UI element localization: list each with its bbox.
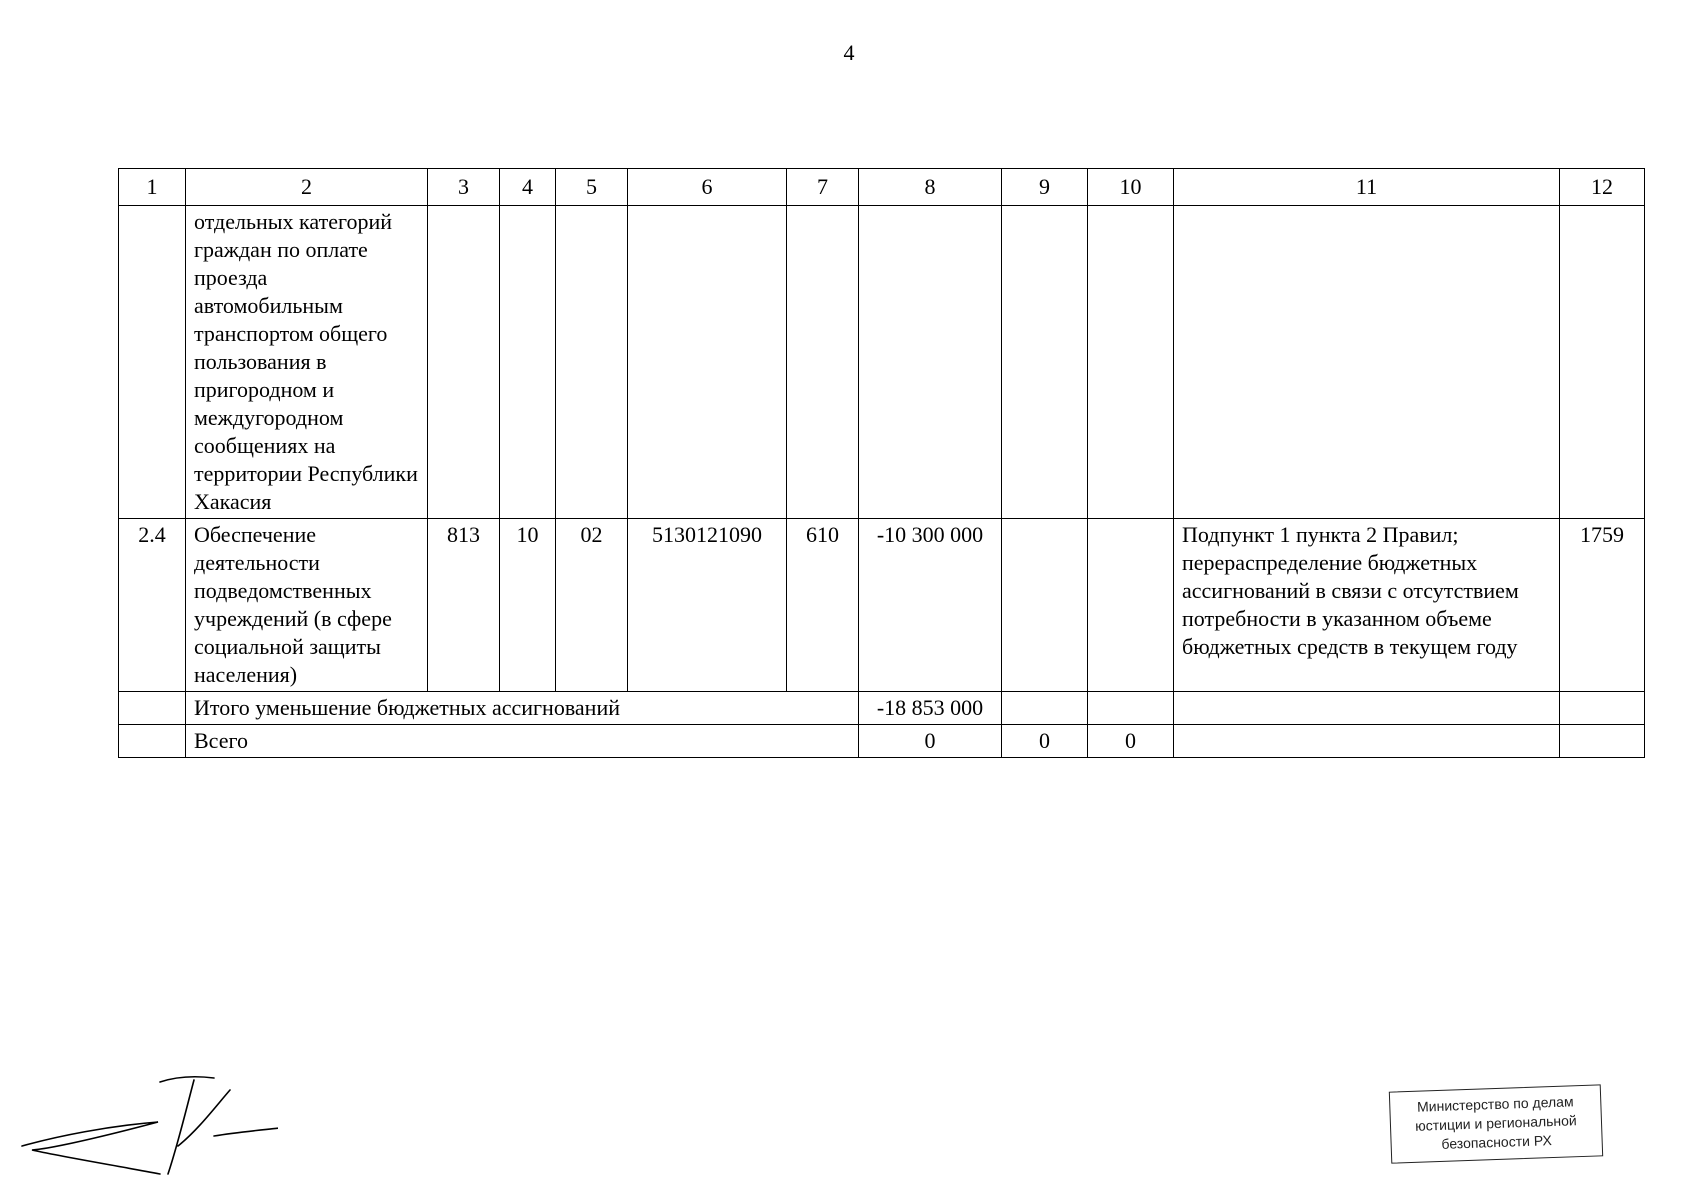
table-row-continuation [119,206,1645,519]
header-cell-7: 7 [787,169,859,206]
cell-col6: 5130121090 [628,519,787,692]
cell-col9 [1002,519,1088,692]
header-cell-6: 6 [628,169,787,206]
budget-table [118,168,1645,758]
header-cell-12: 12 [1560,169,1645,206]
header-cell-10: 10 [1088,169,1174,206]
header-cell-2: 2 [186,169,428,206]
total-decrease-col8: -18 853 000 [859,692,1002,725]
cell-col11: Подпункт 1 пункта 2 Правил; перераспределение бюджетных ассигнований в связи с отсутствием потребности в указанном объеме бюджетных средств в текущем году [1174,519,1560,692]
cell-num [119,206,186,519]
header-cell-11: 11 [1174,169,1560,206]
cell-col12: 1759 [1560,519,1645,692]
cell-col10 [1088,519,1174,692]
cell-num: 2.4 [119,519,186,692]
cell-col7: 610 [787,519,859,692]
stamp-line-3: безопасности РХ [1441,1132,1553,1152]
header-cell-3: 3 [428,169,500,206]
header-cell-1: 1 [119,169,186,206]
cell-name: Обеспечение деятельности подведомственных учреждений (в сфере социальной защиты населения) [186,519,428,692]
header-cell-4: 4 [500,169,556,206]
header-row [119,169,1645,206]
cell-col5: 02 [556,519,628,692]
cell-col8: -10 300 000 [859,519,1002,692]
table-row-2-4 [119,519,1645,692]
stamp-line-2: юстиции и региональной [1414,1112,1577,1134]
grand-total-col8: 0 [859,725,1002,758]
cell-col3: 813 [428,519,500,692]
total-decrease-label: Итого уменьшение бюджетных ассигнований [186,692,859,725]
grand-total-col9: 0 [1002,725,1088,758]
header-cell-8: 8 [859,169,1002,206]
page-number: 4 [843,40,855,65]
grand-total-col10: 0 [1088,725,1174,758]
header-cell-5: 5 [556,169,628,206]
stamp [1389,1084,1603,1163]
header-cell-9: 9 [1002,169,1088,206]
table-row-grand-total [119,725,1645,758]
stamp-line-1: Министерство по делам [1416,1093,1574,1115]
grand-total-label: Всего [186,725,859,758]
signature-image [18,1070,278,1180]
cell-name-continuation: отдельных категорий граждан по оплате проезда автомобильным транспортом общего пользования в пригородном и междугородном сообщениях на территории Республики Хакасия [186,206,428,519]
table-row-total-decrease [119,692,1645,725]
cell-col4: 10 [500,519,556,692]
